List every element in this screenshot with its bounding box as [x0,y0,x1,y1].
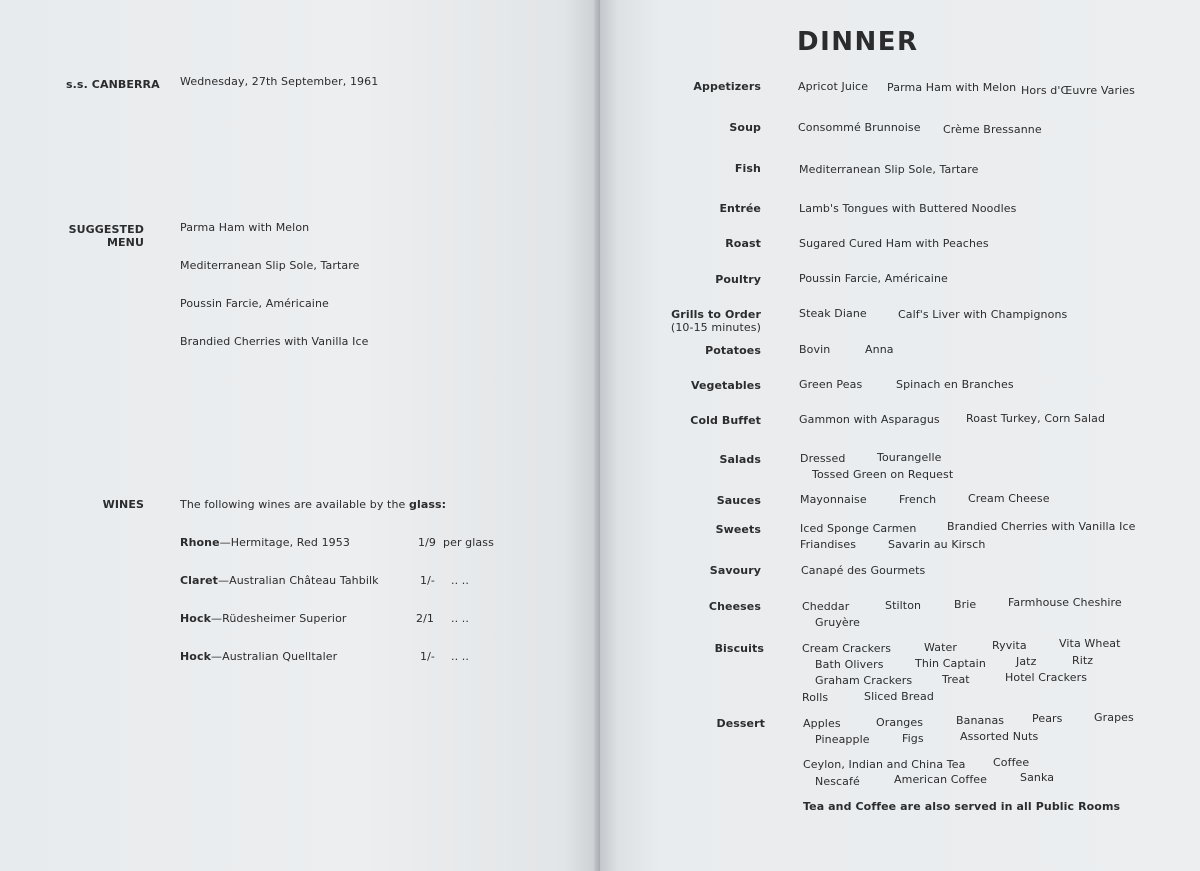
page-title: DINNER [797,27,919,57]
menu-item: Sliced Bread [864,690,934,703]
menu-item: Lamb's Tongues with Buttered Noodles [799,202,1017,215]
menu-item: Water [924,641,958,654]
course-label-savoury: Savoury [709,564,761,577]
menu-date: Wednesday, 27th September, 1961 [180,75,379,88]
menu-item: Bananas [956,714,1005,727]
menu-item: Consommé Brunnoise [798,121,921,134]
wine-unit: per glass [443,536,494,549]
menu-item: Crème Bressanne [943,123,1042,136]
menu-item: Brandied Cherries with Vanilla Ice [947,520,1136,533]
suggested-item: Mediterranean Slip Sole, Tartare [180,259,360,272]
menu-item: Apples [803,717,841,730]
menu-item: Parma Ham with Melon [887,81,1017,94]
menu-item: Friandises [800,538,857,551]
course-label-poultry: Poultry [715,273,761,286]
wine-name: Hock—Australian Quelltaler [180,650,338,663]
menu-item: Steak Diane [799,307,867,320]
menu-item: Oranges [876,716,924,729]
menu-item: Thin Captain [915,657,986,670]
wine-price: 2/1 [416,612,435,625]
menu-item: Anna [865,343,894,356]
menu-item: Figs [902,732,924,745]
menu-item: French [899,493,937,506]
menu-item: Graham Crackers [815,674,913,687]
course-label-biscuits: Biscuits [714,642,764,655]
menu-item: Assorted Nuts [960,730,1039,743]
menu-item: Rolls [802,691,829,704]
suggested-item: Parma Ham with Melon [180,221,310,234]
wine-price: 1/9 [418,536,437,549]
menu-item: Vita Wheat [1059,637,1121,650]
menu-item: Hors d'Œuvre Varies [1021,84,1135,97]
menu-item: Tossed Green on Request [812,468,954,481]
course-label-entree: Entrée [719,202,761,215]
wine-unit: .. .. [451,574,469,587]
course-label-sweets: Sweets [715,523,761,536]
suggested-item: Brandied Cherries with Vanilla Ice [180,335,369,348]
menu-item: Gammon with Asparagus [799,413,940,426]
menu-item: Spinach en Branches [896,378,1014,391]
menu-item: Mayonnaise [800,493,867,506]
course-label-potatoes: Potatoes [705,344,761,357]
course-label-roast: Roast [725,237,761,250]
menu-item: Mediterranean Slip Sole, Tartare [799,163,979,176]
menu-item: Coffee [993,756,1030,769]
menu-item: Pears [1032,712,1063,725]
wine-name: Hock—Rüdesheimer Superior [180,612,347,625]
menu-item: Stilton [885,599,922,612]
wines-intro: The following wines are available by the glass: [180,498,447,511]
course-label-cold-buffet: Cold Buffet [690,414,761,427]
menu-item: Sugared Cured Ham with Peaches [799,237,989,250]
menu-item: Sanka [1020,771,1055,784]
menu-item: Treat [942,673,970,686]
footer-note: Tea and Coffee are also served in all Public Rooms [803,800,1121,813]
menu-item: Dressed [800,452,846,465]
menu-item: Jatz [1016,655,1037,668]
menu-item: Savarin au Kirsch [888,538,986,551]
course-sublabel-grills: (10-15 minutes) [670,321,761,334]
menu-item: Nescafé [815,775,860,788]
menu-item: Cream Crackers [802,642,892,655]
course-label-dessert: Dessert [716,717,765,730]
course-label-salads: Salads [719,453,761,466]
menu-item: Roast Turkey, Corn Salad [966,412,1106,425]
course-label-appetizers: Appetizers [693,80,761,93]
menu-item: Ritz [1072,654,1094,667]
menu-item: Farmhouse Cheshire [1008,596,1122,609]
menu-item: Ceylon, Indian and China Tea [803,758,966,771]
wines-label: WINES [102,498,144,511]
wine-unit: .. .. [451,650,469,663]
wine-name: Rhone—Hermitage, Red 1953 [180,536,350,549]
menu-item: Ryvita [992,639,1027,652]
suggested-item: Poussin Farcie, Américaine [180,297,329,310]
menu-item: Bath Olivers [815,658,884,671]
menu-item: Tourangelle [877,451,942,464]
wine-name: Claret—Australian Château Tahbilk [180,574,379,587]
menu-item: Cream Cheese [968,492,1050,505]
menu-item: Hotel Crackers [1005,671,1088,684]
course-label-grills: Grills to Order [671,308,761,321]
menu-item: Gruyère [815,616,861,629]
course-label-vegetables: Vegetables [690,379,761,392]
suggested-label: SUGGESTED [68,223,144,236]
suggested-label-menu: MENU [107,236,144,249]
right-page [600,0,1200,871]
menu-item: Cheddar [802,600,850,613]
menu-item: Iced Sponge Carmen [800,522,917,535]
menu-item: Grapes [1094,711,1134,724]
menu-item: Brie [954,598,977,611]
menu-item: Poussin Farcie, Américaine [799,272,948,285]
course-label-fish: Fish [734,162,761,175]
menu-item: Green Peas [799,378,863,391]
menu-item: Canapé des Gourmets [801,564,926,577]
menu-item: Pineapple [815,733,870,746]
wine-price: 1/- [420,574,435,587]
menu-item: Bovin [799,343,831,356]
menu-item: Calf's Liver with Champignons [898,308,1068,321]
course-label-cheeses: Cheeses [708,600,761,613]
wine-price: 1/- [420,650,435,663]
wine-unit: .. .. [451,612,469,625]
menu-item: Apricot Juice [798,80,869,93]
course-label-soup: Soup [729,121,761,134]
course-label-sauces: Sauces [716,494,761,507]
ship-name: s.s. CANBERRA [66,78,160,91]
menu-item: American Coffee [894,773,988,786]
